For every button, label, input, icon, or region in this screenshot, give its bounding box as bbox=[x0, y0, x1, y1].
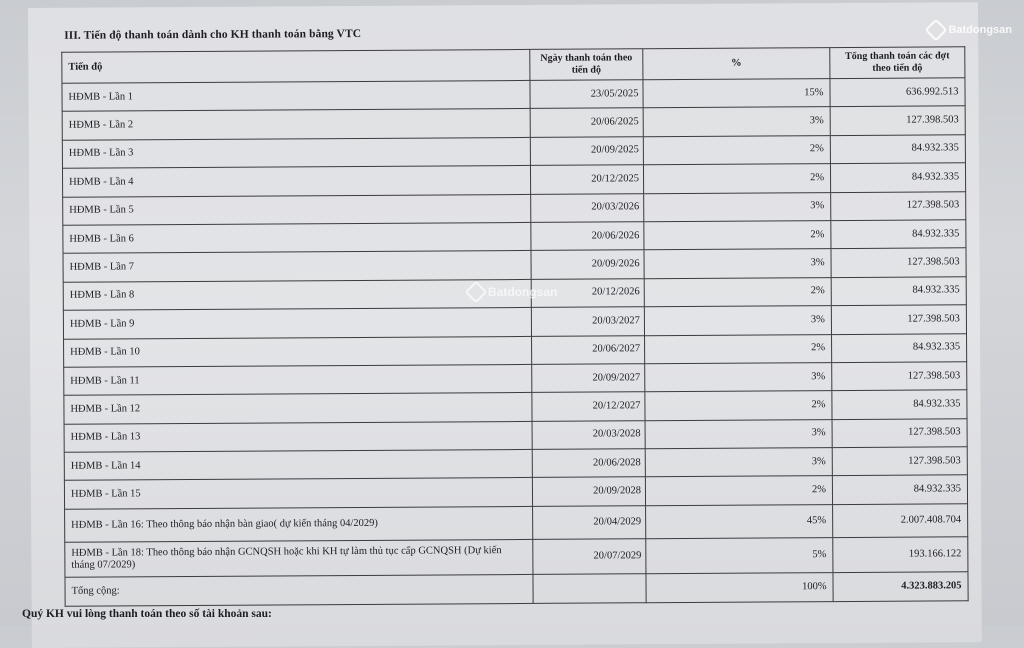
row-label: HĐMB - Lần 15 bbox=[64, 478, 532, 509]
row-percent: 3% bbox=[643, 107, 830, 137]
row-date: 20/12/2026 bbox=[531, 278, 644, 307]
row-percent: 45% bbox=[646, 504, 833, 538]
column-header-amount: Tổng thanh toán các đợt theo tiến độ bbox=[830, 47, 965, 79]
row-amount: 84.932.335 bbox=[832, 333, 967, 362]
total-row bbox=[65, 572, 968, 607]
watermark-center bbox=[468, 284, 557, 300]
column-header-date: Ngày thanh toán theo tiến độ bbox=[530, 49, 643, 81]
row-percent: 2% bbox=[644, 221, 831, 251]
row-date: 20/03/2028 bbox=[532, 420, 645, 449]
row-date: 20/07/2029 bbox=[533, 539, 646, 575]
row-label: HĐMB - Lần 14 bbox=[64, 450, 532, 481]
row-date: 20/09/2027 bbox=[532, 364, 645, 393]
row-percent: 3% bbox=[645, 419, 832, 449]
row-percent: 2% bbox=[643, 135, 830, 165]
row-amount: 84.932.335 bbox=[832, 390, 967, 419]
column-header-progress: Tiến độ bbox=[62, 49, 530, 83]
row-amount: 193.166.122 bbox=[833, 537, 968, 573]
row-amount: 127.398.503 bbox=[831, 248, 966, 277]
total-label: Tổng cộng: bbox=[65, 574, 533, 606]
row-amount: 127.398.503 bbox=[832, 362, 967, 391]
row-label: HĐMB - Lần 8 bbox=[63, 279, 531, 310]
row-label: HĐMB - Lần 4 bbox=[62, 166, 530, 197]
row-label: HĐMB - Lần 3 bbox=[62, 137, 530, 168]
row-percent: 2% bbox=[645, 476, 832, 506]
row-label: HĐMB - Lần 7 bbox=[63, 251, 531, 282]
row-amount: 84.932.335 bbox=[831, 277, 966, 306]
row-date: 20/06/2025 bbox=[530, 108, 643, 137]
row-date: 20/09/2026 bbox=[531, 250, 644, 279]
footer-note: Quý KH vui lòng thanh toán theo số tài khoản sau: bbox=[22, 608, 272, 620]
row-date: 20/03/2026 bbox=[531, 193, 644, 222]
document-page bbox=[28, 2, 982, 648]
row-label: HĐMB - Lần 2 bbox=[62, 109, 530, 140]
row-date: 20/09/2028 bbox=[532, 477, 645, 506]
row-amount: 127.398.503 bbox=[830, 106, 965, 135]
watermark-logo-icon bbox=[925, 19, 948, 42]
row-label: HĐMB - Lần 5 bbox=[63, 194, 531, 225]
row-label: HĐMB - Lần 10 bbox=[64, 336, 532, 367]
row-percent: 2% bbox=[643, 164, 830, 194]
watermark-text: Batdongsan bbox=[488, 285, 558, 299]
table-row bbox=[65, 537, 968, 578]
row-date: 20/06/2026 bbox=[531, 222, 644, 251]
column-header-percent: % bbox=[643, 48, 830, 80]
row-label: HĐMB - Lần 12 bbox=[64, 393, 532, 424]
row-date: 20/09/2025 bbox=[530, 137, 643, 166]
row-label: HĐMB - Lần 6 bbox=[63, 222, 531, 253]
row-amount: 84.932.335 bbox=[830, 163, 965, 192]
watermark-text: Batdongsan bbox=[948, 24, 1012, 36]
row-date: 20/03/2027 bbox=[531, 307, 644, 336]
row-percent: 2% bbox=[645, 391, 832, 421]
payment-schedule-table bbox=[61, 46, 968, 606]
row-percent: 2% bbox=[645, 334, 832, 364]
row-amount: 127.398.503 bbox=[831, 305, 966, 334]
section-heading: III. Tiến độ thanh toán dành cho KH thanh toán bằng VTC bbox=[64, 27, 362, 42]
row-percent: 15% bbox=[643, 79, 830, 109]
row-percent: 2% bbox=[644, 277, 831, 307]
total-percent: 100% bbox=[646, 572, 833, 602]
row-label: HĐMB - Lần 16: Theo thông báo nhận bàn giao( dự kiến tháng 04/2029) bbox=[65, 506, 533, 542]
row-amount: 2.007.408.704 bbox=[833, 504, 968, 538]
table-row bbox=[65, 504, 968, 543]
row-date: 20/12/2025 bbox=[530, 165, 643, 194]
row-percent: 3% bbox=[644, 306, 831, 336]
row-amount: 127.398.503 bbox=[832, 418, 967, 447]
row-date: 20/06/2027 bbox=[532, 335, 645, 364]
row-label: HĐMB - Lần 9 bbox=[63, 308, 531, 339]
row-label: HĐMB - Lần 18: Theo thông báo nhận GCNQSH hoặc khi KH tự làm thủ tục cấp GCNQSH (Dự kiến tháng 07/2029) bbox=[65, 539, 533, 577]
row-amount: 636.992.513 bbox=[830, 78, 965, 107]
row-percent: 3% bbox=[645, 448, 832, 478]
row-amount: 84.932.335 bbox=[831, 220, 966, 249]
row-percent: 5% bbox=[646, 537, 833, 573]
row-date: 23/05/2025 bbox=[530, 80, 643, 109]
row-percent: 3% bbox=[644, 249, 831, 279]
row-amount: 84.932.335 bbox=[830, 135, 965, 164]
row-amount: 127.398.503 bbox=[831, 191, 966, 220]
row-date: 20/06/2028 bbox=[532, 449, 645, 478]
row-amount: 84.932.335 bbox=[832, 475, 967, 504]
row-date: 20/04/2029 bbox=[533, 506, 646, 540]
row-amount: 127.398.503 bbox=[832, 447, 967, 476]
row-label: HĐMB - Lần 1 bbox=[62, 80, 530, 111]
table-body bbox=[62, 78, 968, 577]
watermark-top-right bbox=[928, 22, 1012, 38]
row-label: HĐMB - Lần 13 bbox=[64, 421, 532, 452]
row-percent: 3% bbox=[644, 192, 831, 222]
row-percent: 3% bbox=[645, 363, 832, 393]
row-label: HĐMB - Lần 11 bbox=[64, 364, 532, 395]
row-date: 20/12/2027 bbox=[532, 392, 645, 421]
total-amount: 4.323.883.205 bbox=[833, 572, 968, 602]
watermark-logo-icon bbox=[465, 281, 488, 304]
total-date bbox=[533, 574, 646, 604]
